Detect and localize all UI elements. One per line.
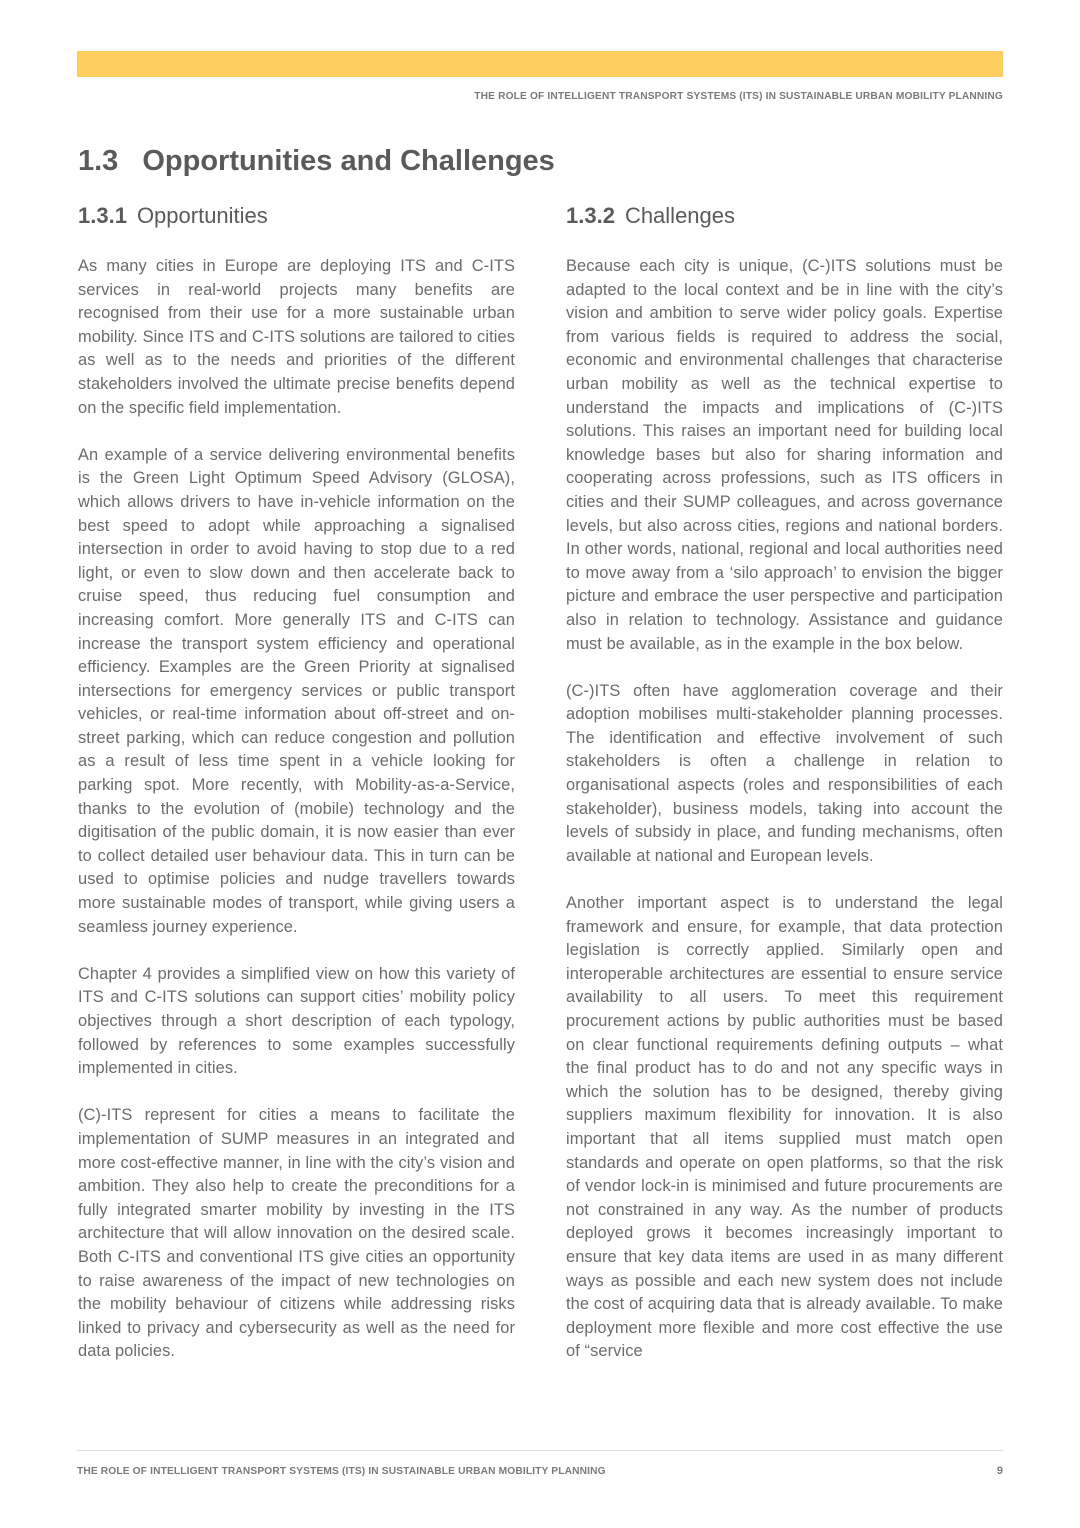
header-color-band <box>77 51 1003 77</box>
running-header: THE ROLE OF INTELLIGENT TRANSPORT SYSTEMS (ITS) IN SUSTAINABLE URBAN MOBILITY PLANNING <box>474 91 1003 102</box>
subsection-title-text: Opportunities <box>136 203 268 228</box>
paragraph: (C)-ITS represent for cities a means to facilitate the implementation of SUMP measures in an integrated and more cost-effective manner, in line with the city’s vision and ambition. They also help to create the preconditions for a fully integrated smarter mobility by investing in the ITS architecture that will allow innovation on the desired scale. Both C-ITS and conventional ITS give cities an opportunity to raise awareness of the impact of new technologies on the mobility behaviour of citizens while addressing risks linked to privacy and cybersecurity as well as the need for data policies. <box>78 1106 515 1361</box>
subsection-title-text: Challenges <box>624 203 736 228</box>
section-title-text: Opportunities and Challenges <box>142 145 555 177</box>
opportunities-column <box>78 200 515 1388</box>
paragraph: Because each city is unique, (C-)ITS solutions must be adapted to the local context and be in line with the city’s vision and ambition to serve wider policy goals. Expertise from various fields is required to address the social, economic and environmental challenges that characterise urban mobility as well as the technical expertise to understand the impacts and implications of (C-)ITS solutions. This raises an important need for building local knowledge bases but also for sharing information and cooperating across professions, such as ITS officers in cities and their SUMP colleagues, and across governance levels, but also across cities, regions and national borders. In other words, national, regional and local authorities need to move away from a ‘silo approach’ to envision the bigger picture and embrace the user perspective and participation also in relation to technology. Assistance and guidance must be available, as in the example in the box below. <box>566 257 1003 653</box>
paragraph: As many cities in Europe are deploying ITS and C-ITS services in real-world projects many benefits are recognised from their use for a more sustainable urban mobility. Since ITS and C-ITS solutions are tailored to cities as well as to the needs and priorities of the different stakeholders involved the ultimate precise benefits depend on the specific field implementation. <box>78 257 515 417</box>
paragraph: An example of a service delivering environmental benefits is the Green Light Optimum Speed Advisory (GLOSA), which allows drivers to have in-vehicle information on the best speed to adopt while approaching a signalised intersection in order to avoid having to stop due to a red light, or even to slow down and then accelerate back to cruise speed, thus reducing fuel consumption and increasing comfort. More generally ITS and C-ITS can increase the transport system efficiency and operational efficiency. Examples are the Green Priority at signalised intersections for emergency services or public transport vehicles, or real-time information about off-street and on-street parking, which can reduce congestion and pollution as a result of less time spent in a vehicle looking for parking spot. More recently, with Mobility-as-a-Service, thanks to the evolution of (mobile) technology and the digitisation of the public domain, it is now easier than ever to collect detailed user behaviour data. This in turn can be used to optimise policies and nudge travellers towards more sustainable modes of transport, while giving users a seamless journey experience. <box>78 445 515 936</box>
subsection-number: 1.3.2 <box>566 203 615 228</box>
footer-divider <box>77 1450 1003 1451</box>
footer-running-title: THE ROLE OF INTELLIGENT TRANSPORT SYSTEMS (ITS) IN SUSTAINABLE URBAN MOBILITY PLANNING <box>77 1466 606 1477</box>
paragraph: (C-)ITS often have agglomeration coverage and their adoption mobilises multi-stakeholder planning processes. The identification and effective involvement of such stakeholders is often a challenge in relation to organisational aspects (roles and responsibilities of each stakeholder), business models, taking into account the levels of subsidy in place, and funding mechanisms, often available at national and European levels. <box>566 681 1003 865</box>
challenges-column <box>566 200 1003 1388</box>
subsection-title-challenges <box>566 200 1003 248</box>
section-title <box>78 145 555 178</box>
subsection-title-opportunities <box>78 200 515 248</box>
paragraph: Another important aspect is to understand the legal framework and ensure, for example, that data protection legislation is correctly applied. Similarly open and interoperable architectures are essential to ensure service availability to all users. To meet this requirement procurement actions by public authorities must be based on clear functional requirements defining outputs – what the final product has to do and not any specific ways in which the solution has to be designed, thereby giving suppliers maximum flexibility for innovation. It is also important that all items supplied must match open standards and operate on open platforms, so that the risk of vendor lock-in is minimised and future procurements are not constrained in any way. As the number of products deployed grows it becomes increasingly important to ensure that key data items are used in as many different ways as possible and each new system does not include the cost of acquiring data that is already available. To make deployment more flexible and more cost effective the use of “service <box>566 894 1003 1361</box>
page-number: 9 <box>996 1465 1003 1477</box>
paragraph: Chapter 4 provides a simplified view on how this variety of ITS and C-ITS solutions can support cities’ mobility policy objectives through a short description of each typology, followed by references to some examples successfully implemented in cities. <box>78 964 515 1078</box>
subsection-number: 1.3.1 <box>78 203 127 228</box>
section-number: 1.3 <box>78 145 119 177</box>
